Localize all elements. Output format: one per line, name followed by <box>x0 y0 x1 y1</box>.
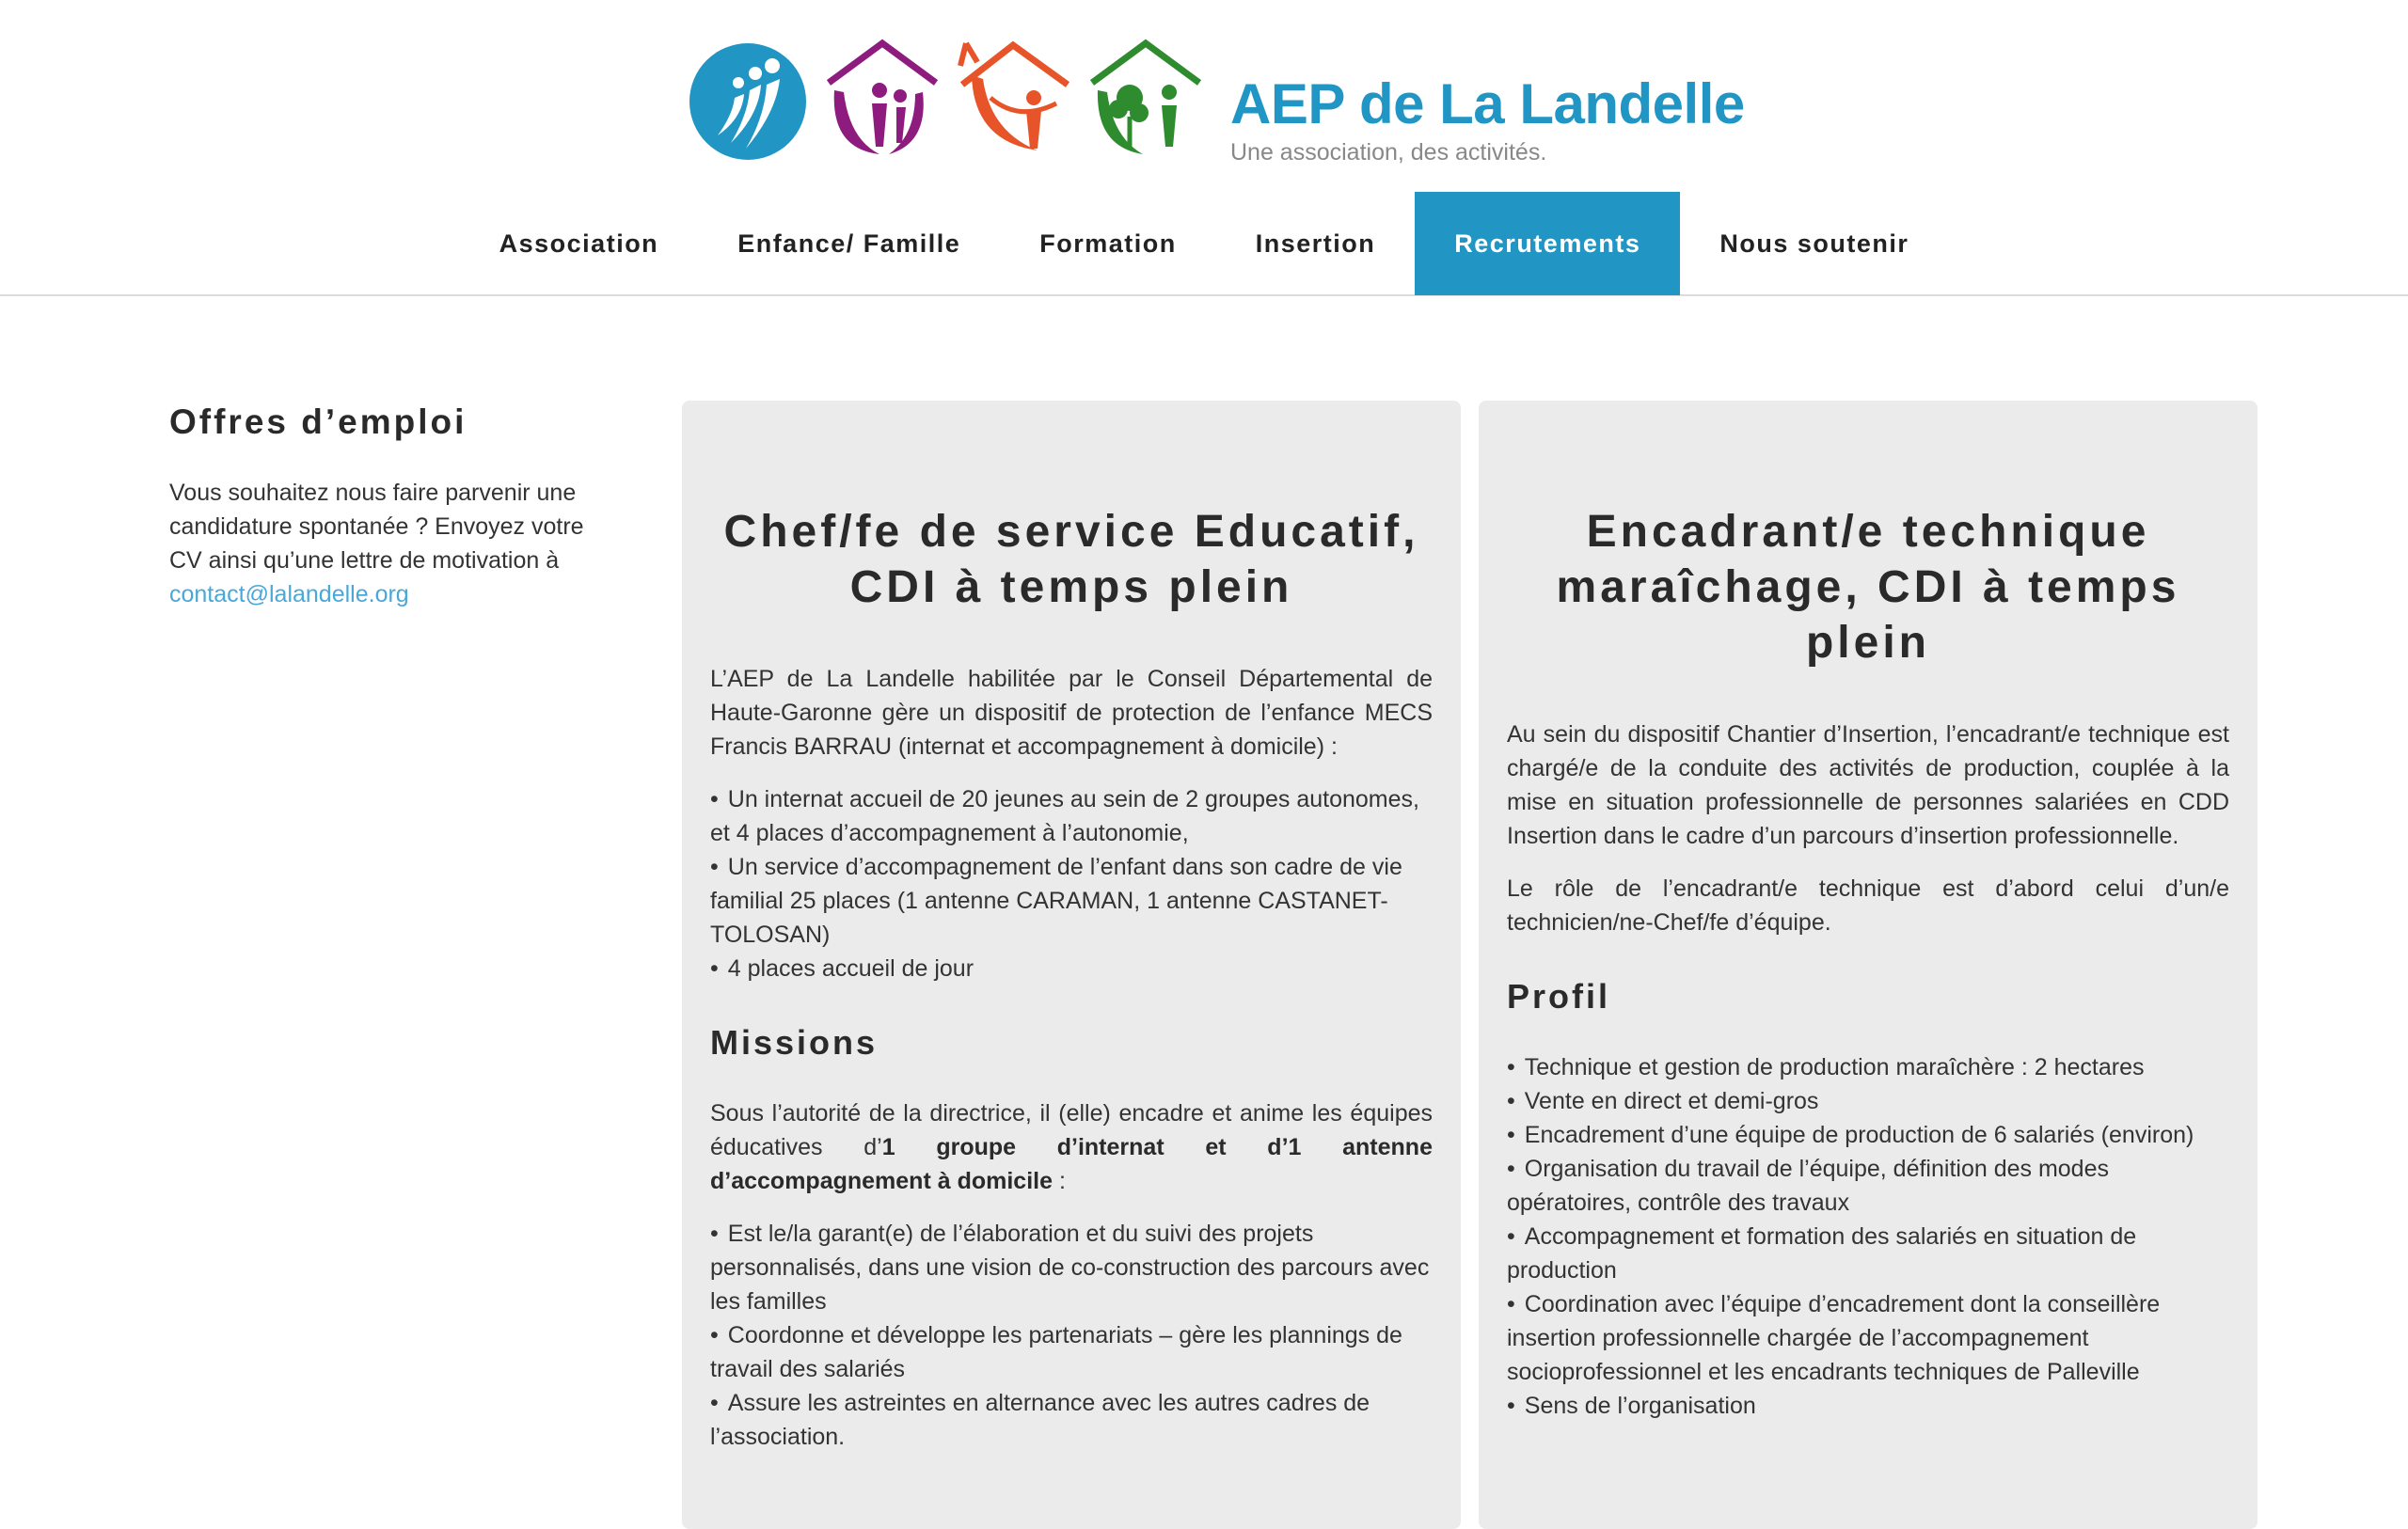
sidebar-text <box>169 476 621 611</box>
logo-purple-icon <box>821 38 943 160</box>
list-item: • Sens de l’organisation <box>1507 1389 2229 1423</box>
missions-intro-text: Sous l’autorité de la directrice, il (elle) encadre et anime les équipes éducatives d’ <box>710 1100 1433 1160</box>
logo-blue-icon <box>689 38 812 160</box>
job-para: Au sein du dispositif Chantier d’Insertion, l’encadrant/e technique est chargé/e de la conduite des activités de production, couplée à la mise en situation professionnelle de personnes salariées en CDD Insertion dans le cadre d’un parcours d’insertion professionnelle. <box>1507 721 2229 849</box>
list-item: • Encadrement d’une équipe de production de 6 salariés (environ) <box>1507 1118 2229 1152</box>
nav-formation[interactable]: Formation <box>1039 229 1177 258</box>
list-item: • Coordonne et développe les partenariats – gère les plannings de travail des salariés <box>710 1318 1433 1386</box>
logo-orange-icon <box>953 38 1075 160</box>
missions-list <box>710 1217 1433 1454</box>
missions-heading: Missions <box>710 1023 879 1062</box>
logo-green-icon <box>1085 38 1207 160</box>
contact-email-link[interactable]: contact@lalandelle.org <box>169 581 409 607</box>
profil-list <box>1507 1050 2229 1423</box>
profil-heading: Profil <box>1507 977 1611 1016</box>
list-item: • Assure les astreintes en alternance avec les autres cadres de l’association. <box>710 1386 1433 1454</box>
nav-recrutements[interactable]: Recrutements <box>1415 192 1680 295</box>
list-item: • Accompagnement et formation des salariés en situation de production <box>1507 1220 2229 1287</box>
job-para: Le rôle de l’encadrant/e technique est d’abord celui d’un/e technicien/ne-Chef/fe d’équipe. <box>1507 875 2229 936</box>
brand-text <box>1230 73 1745 166</box>
job-card-chef-service <box>682 401 1461 1529</box>
job-intro: L’AEP de La Landelle habilitée par le Conseil Départemental de Haute-Garonne gère un dispositif de protection de l’enfance MECS Francis BARRAU (internat et accompagnement à domicile) : <box>710 666 1433 760</box>
job-structure-list <box>710 782 1433 985</box>
missions-intro-end: : <box>1053 1168 1066 1194</box>
list-item: • Coordination avec l’équipe d’encadrement dont la conseillère insertion professionnelle chargée de l’accompagnement socioprofessionnel et les encadrants techniques de Palleville <box>1507 1287 2229 1389</box>
job-card-encadrant-technique <box>1479 401 2258 1529</box>
job-title: Chef/fe de service Educatif, CDI à temps plein <box>723 507 1419 612</box>
logo-group <box>689 38 1207 160</box>
list-item: • Un internat accueil de 20 jeunes au sein de 2 groupes autonomes, et 4 places d’accompagnement à l’autonomie, <box>710 782 1433 850</box>
list-item: • Technique et gestion de production maraîchère : 2 hectares <box>1507 1050 2229 1084</box>
sidebar <box>169 402 621 611</box>
site-tagline: Une association, des activités. <box>1230 139 1547 166</box>
list-item: • Organisation du travail de l’équipe, définition des modes opératoires, contrôle des travaux <box>1507 1152 2229 1220</box>
site-header <box>0 0 2408 296</box>
list-item: • Est le/la garant(e) de l’élaboration et du suivi des projets personnalisés, dans une vision de co-construction des parcours avec les familles <box>710 1217 1433 1318</box>
missions-intro <box>710 1096 1433 1198</box>
nav-nous-soutenir[interactable]: Nous soutenir <box>1719 229 1909 258</box>
list-item: • Un service d’accompagnement de l’enfant dans son cadre de vie familial 25 places (1 antenne CARAMAN, 1 antenne CASTANET-TOLOSAN) <box>710 850 1433 952</box>
sidebar-title: Offres d’emploi <box>169 402 467 441</box>
main-nav <box>0 192 2408 295</box>
site-title[interactable]: AEP de La Landelle <box>1230 72 1745 135</box>
nav-enfance-famille[interactable]: Enfance/ Famille <box>737 229 961 258</box>
nav-association[interactable]: Association <box>499 229 659 258</box>
nav-insertion[interactable]: Insertion <box>1255 229 1376 258</box>
missions-intro-bold: 1 groupe d’internat et d’1 antenne d’accompagnement à domicile <box>710 1134 1433 1194</box>
list-item: • 4 places accueil de jour <box>710 952 1433 985</box>
job-title: Encadrant/e technique maraîchage, CDI à temps plein <box>1556 507 2180 668</box>
list-item: • Vente en direct et demi-gros <box>1507 1084 2229 1118</box>
sidebar-body: Vous souhaitez nous faire parvenir une candidature spontanée ? Envoyez votre CV ainsi qu’une lettre de motivation à <box>169 480 584 574</box>
